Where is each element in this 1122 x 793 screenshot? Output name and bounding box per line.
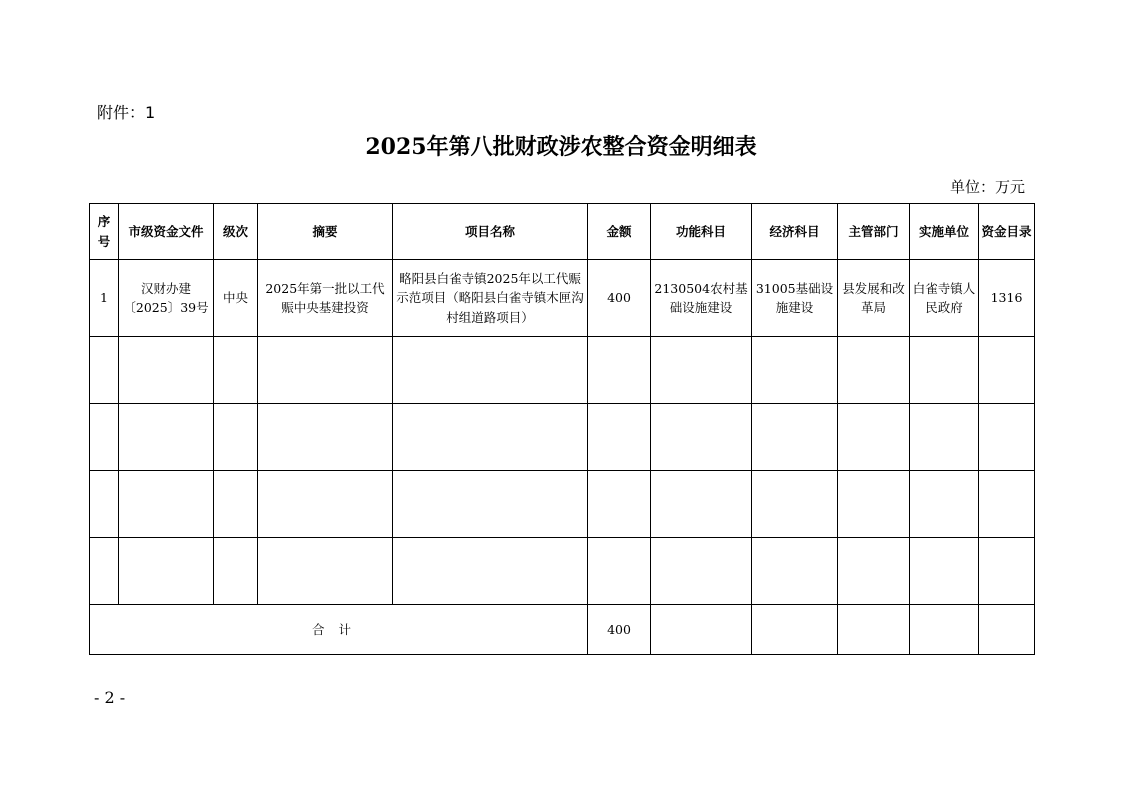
table-row xyxy=(90,260,1035,337)
funds-detail-table xyxy=(89,203,1035,655)
header-project: 项目名称 xyxy=(393,204,588,260)
empty-row xyxy=(90,337,1035,404)
header-unit: 实施单位 xyxy=(910,204,979,260)
cell-unit: 白雀寺镇人民政府 xyxy=(910,260,979,337)
empty-row xyxy=(90,404,1035,471)
total-row xyxy=(90,605,1035,655)
total-amount: 400 xyxy=(588,605,651,655)
header-summary: 摘要 xyxy=(258,204,393,260)
cell-dept: 县发展和改革局 xyxy=(838,260,910,337)
cell-file: 汉财办建〔2025〕39号 xyxy=(119,260,214,337)
cell-level: 中央 xyxy=(214,260,258,337)
header-level: 级次 xyxy=(214,204,258,260)
header-catalog: 资金目录 xyxy=(979,204,1035,260)
cell-func-subject: 2130504农村基础设施建设 xyxy=(651,260,752,337)
empty-row xyxy=(90,471,1035,538)
attachment-label: 附件：1 xyxy=(97,103,156,122)
page-title: 2025年第八批财政涉农整合资金明细表 xyxy=(365,134,757,160)
header-dept: 主管部门 xyxy=(838,204,910,260)
header-amount: 金额 xyxy=(588,204,651,260)
cell-project: 略阳县白雀寺镇2025年以工代赈示范项目（略阳县白雀寺镇木匣沟村组道路项目） xyxy=(393,260,588,337)
cell-seq: 1 xyxy=(90,260,119,337)
table-header-row xyxy=(90,204,1035,260)
cell-amount: 400 xyxy=(588,260,651,337)
cell-summary: 2025年第一批以工代赈中央基建投资 xyxy=(258,260,393,337)
cell-catalog: 1316 xyxy=(979,260,1035,337)
header-seq: 序号 xyxy=(90,204,119,260)
cell-econ-subject: 31005基础设施建设 xyxy=(752,260,838,337)
page-number: - 2 - xyxy=(94,688,126,707)
header-econ-subject: 经济科目 xyxy=(752,204,838,260)
unit-label: 单位：万元 xyxy=(949,178,1025,196)
total-label: 合计 xyxy=(90,605,588,655)
empty-row xyxy=(90,538,1035,605)
header-func-subject: 功能科目 xyxy=(651,204,752,260)
header-file: 市级资金文件 xyxy=(119,204,214,260)
